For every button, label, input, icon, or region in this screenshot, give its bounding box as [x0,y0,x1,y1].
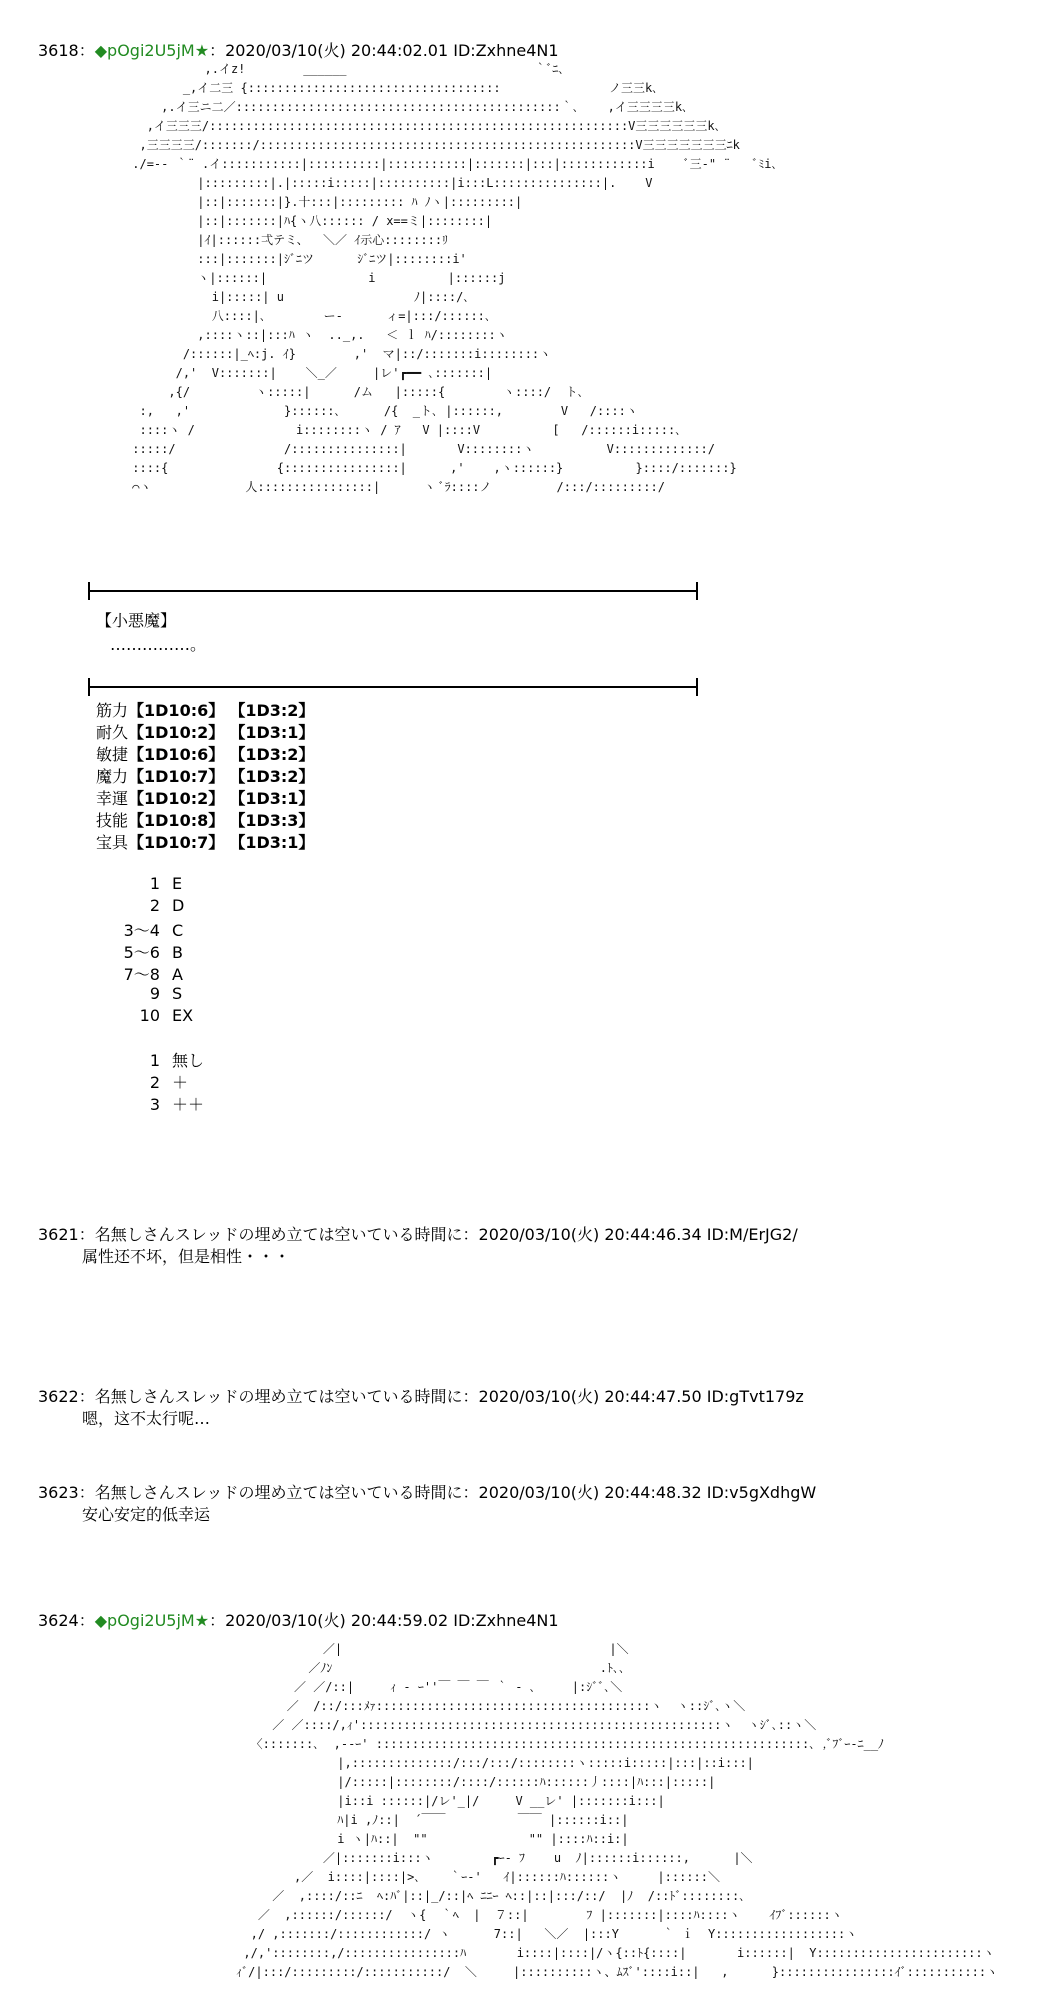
post-meta: ：2020/03/10(火) 20:44:59.02 ID:Zxhne4N1 [209,1611,559,1630]
post-separator: ： [78,41,95,60]
small-devil-line: ……………。 [110,635,207,654]
post-header-3624 [38,1608,559,1631]
stat-row: 技能【1D10:8】 【1D3:3】 [96,811,315,830]
post-header-3623 [38,1480,816,1503]
grade-row: 5～6 B [123,943,183,962]
horizontal-rule [88,590,698,592]
post-meta: ：名無しさんスレッドの埋め立ては空いている時間に：2020/03/10(火) 20:44:48.32 ID:v5gXdhgW [78,1483,817,1502]
grade-row: 3～4 C [123,921,184,940]
stat-row: 魔力【1D10:7】 【1D3:2】 [96,767,315,786]
rule-tick-right-2 [696,678,698,696]
star-icon: ★ [194,41,210,60]
ascii-art-character-1: ,.イz! ______ ｀ﾞﾆ､ _,イ二三 {::::::::::::::::::::::::::::::::::: ノ三三k､ ,.イ三ニ二／:::::::::::::::::::::::::::::::::::::::::::::｀､ ,イ三三三三k､ ,イ三三三/::::::::::::::::::::::::::::::::::::::::::::::::::::::::::V三三三三三三k､ ,三三三三/:::::::/::::::::::::::::::::::::::::::::::::::::::::::::::::V三三三三三三三ﾆk ./=‐- ｀¨ .イ:::::::::::|::::::::::|:::::::::::|:::::::|:::|::::::::::::i ﾞ三‐" ¨ ﾞﾐi､ |:::::::::|.|:::::i:::::|::::::::::|i:::L:::::::::::::::|. V |::|:::::::|}.十:::|::::::::: ﾊ ﾉヽ|:::::::::| |::|:::::::|ﾊ{ヽ八:::::: / x==ミ|::::::::| |ｲ|::::::弌テミ、 ＼／ ｲ示心::::::::ﾘ :::|:::::::|ｼﾞﾆツ ｼﾞﾆツ|::::::::i' ヽ|::::::| i |::::::j i|:::::| u ﾉ|::::/､ 八::::|､ ー‐ ィ=|:::/::::::､ ,::::ヽ::|:::ﾊ ヽ .._,. ＜ ｌ ﾊ/::::::::ヽ /::::::|_ﾍ:j. ｲ} ,' マ|::/:::::::i::::::::ヽ /,' V:::::::| ＼_／ |レ'┏━━ ､:::::::| ,{/ ヽ:::::| /ム |:::::{ ヽ::::/ ト､ :, ,' }::::::､ /{ _ト､ |::::::, V /::::ヽ ::::ヽ / i::::::::ヽ / ｱ V |::::V [ /::::::i:::::､ :::::/ /:::::::::::::::| V::::::::ヽ V:::::::::::::/ ::::{ {::::::::::::::::| ,' ,ヽ::::::} }::::/:::::::} ⌒ヽ 人::::::::::::::::| ヽ ﾞﾗ::::ノ /:::/:::::::::/ [132,62,778,494]
post-body-3621: 属性还不坏，但是相性・・・ [82,1247,291,1266]
grade-row: 7～8 A [123,965,183,984]
stat-row: 幸運【1D10:2】 【1D3:1】 [96,789,315,808]
post-number: 3623 [38,1483,79,1502]
horizontal-rule-2 [88,686,698,688]
post-number: 3621 [38,1225,79,1244]
trip-marker: ◆ [94,41,108,60]
poster-name-link[interactable]: pOgi2U5jM [107,1611,195,1630]
stat-row: 筋力【1D10:6】 【1D3:2】 [96,701,315,720]
post-body-3622: 嗯，这不太行呢… [82,1409,211,1428]
stat-row: 敏捷【1D10:6】 【1D3:2】 [96,745,315,764]
post-header-3622 [38,1384,804,1407]
post-meta: ：名無しさんスレッドの埋め立ては空いている時間に：2020/03/10(火) 20:44:47.50 ID:gTvt179z [78,1387,804,1406]
grade-row: 10 EX [139,1006,194,1025]
grade-row: 2 D [149,896,185,915]
grade-row: 1 E [149,874,183,893]
rule-tick-right [696,582,698,600]
trip-marker: ◆ [94,1611,108,1630]
small-devil-title: 【小悪魔】 [96,611,177,630]
post-body-3623: 安心安定的低幸运 [82,1505,211,1524]
plus-row: 1 無し [149,1051,205,1070]
plus-row: 2 ＋ [149,1073,189,1092]
poster-name-link[interactable]: pOgi2U5jM [107,41,195,60]
post-meta: ：名無しさんスレッドの埋め立ては空いている時間に：2020/03/10(火) 20:44:46.34 ID:M/ErJG2/ [78,1225,798,1244]
grade-row: 9 S [149,984,183,1003]
post-header-3621 [38,1222,798,1245]
post-separator: ： [78,1611,95,1630]
post-number: 3624 [38,1611,79,1630]
plus-row: 3 ＋＋ [149,1095,205,1114]
post-meta: ：2020/03/10(火) 20:44:02.01 ID:Zxhne4N1 [209,41,559,60]
post-header-3618 [38,38,559,61]
post-number: 3622 [38,1387,79,1406]
post-number: 3618 [38,41,79,60]
ascii-art-character-2: ／| |＼ ／ﾉﾝ .ﾄ､､ ／ ／/::| ｨ ‐ ｰ''￣ ￣ ￣ ｀ ‐ ､ |:ｼﾞﾞ､＼ ／ /::/:::ﾒｧ::::::::::::::::::::::::::::::::::::::ヽ ヽ::ｼﾞ､ヽ＼ ／ ／::::/,ｨ'::::::::::::::::::::::::::::::::::::::::::::::::::ヽ ヽｼﾞ､::ヽ＼ 〈:::::::､ ,-‐ｰ' ::::::::::::::::::::::::::::::::::::::::::::::::::::::::::::､ ,ﾞﾌﾞｰ‐ﾆ__ﾉ |,::::::::::::::/:::/:::/::::::::ヽ:::::i:::::|:::|::i:::| |/:::::|::::::::/::::/::::::ﾊ::::::丿::::|ﾊ:::|:::::| |i::i ::::::|/レ'_|/ V __レ' |:::::::i:::| ﾊ|i ,ﾉ::| ´￣￣ ￣￣ |::::::i::| i ヽ|ﾊ::| "" "" |::::ﾊ::i:| ／|:::::::i:::ヽ ┏ｰ‐ ﾌ u ﾉ|::::::i::::::, |＼ ,／ i::::|::::|>､ ｀ｰ‐' ｲ|::::::ﾊ::::::ヽ |::::::＼ ／ ,::::/::ﾆ ﾍ:ﾊﾞ|::|_/::|ﾍ ﾆﾆｰ ﾍ::|::|:::/::/ |ﾉ /::ﾄﾞ::::::::､ ／ ,::::::/::::::/ ヽ{ ｀ﾍ | ７::| ﾌ |:::::::|::::ﾊ::::ヽ ｲﾌﾞ::::::ヽ ,/ ,:::::::/::::::::::::/ ヽ 7::| ＼／ |:::Y ｀ ｉ Y::::::::::::::::::ヽ ,/,'::::::::,/::::::::::::::::ﾊ i::::|::::|/ヽ{::ﾄ{::::| i::::::| Y:::::::::::::::::::::::ヽ ｨﾞ/|:::/:::::::::/:::::::::::/ ＼ |::::::::::ヽ、ﾑｽﾞ'::::i::| , }::::::::::::::::ｲﾞ:::::::::::ヽ [236,1642,999,1979]
stat-row: 宝具【1D10:7】 【1D3:1】 [96,833,315,852]
stat-row: 耐久【1D10:2】 【1D3:1】 [96,723,315,742]
star-icon: ★ [194,1611,210,1630]
